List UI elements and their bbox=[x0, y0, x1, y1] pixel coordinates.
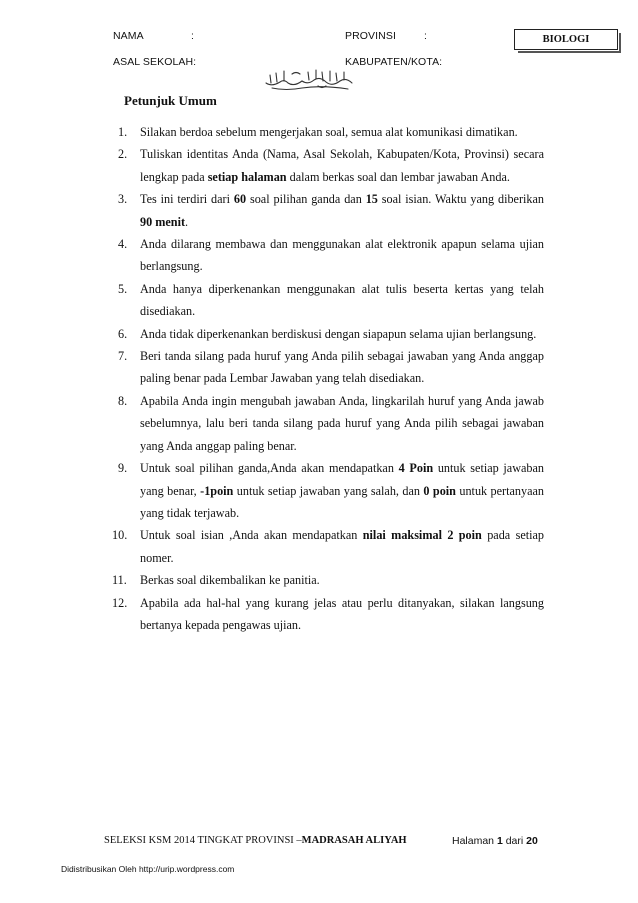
instruction-number: 1. bbox=[118, 125, 128, 139]
provinsi-colon: : bbox=[424, 30, 428, 42]
page-separator: dari bbox=[505, 835, 524, 847]
instruction-text: untuk pertanyaan yang tidak terjawab. bbox=[140, 483, 544, 520]
instruction-number: 12. bbox=[112, 595, 128, 610]
instruction-number: 5. bbox=[118, 281, 128, 296]
kabupaten-kota-label: KABUPATEN/KOTA: bbox=[345, 56, 443, 68]
instruction-emphasis: 4 Poin bbox=[398, 461, 434, 476]
asal-sekolah-label: ASAL SEKOLAH: bbox=[113, 56, 197, 68]
instruction-number: 11. bbox=[112, 573, 127, 588]
footer-exam-prefix: SELEKSI KSM 2014 TINGKAT PROVINSI – bbox=[104, 835, 302, 846]
instruction-item bbox=[104, 323, 544, 345]
instruction-emphasis: 90 menit bbox=[140, 214, 186, 229]
footer-exam-level: MADRASAH ALIYAH bbox=[301, 835, 407, 846]
instruction-item bbox=[104, 457, 544, 524]
instruction-text: untuk setiap jawaban yang benar, bbox=[140, 461, 545, 498]
instruction-item bbox=[104, 390, 544, 457]
provinsi-label: PROVINSI bbox=[345, 30, 396, 42]
instruction-text: Anda hanya diperkenankan menggunakan alat tulis beserta kertas yang telah disediakan. bbox=[140, 281, 544, 319]
instruction-text: Beri tanda silang pada huruf yang Anda pilih sebagai jawaban yang Anda anggap paling benar pada Lembar Jawaban yang telah disediakan. bbox=[140, 349, 544, 386]
instruction-number: 10. bbox=[112, 528, 128, 543]
page-current: 1 bbox=[496, 835, 503, 847]
instruction-emphasis: 0 poin bbox=[423, 483, 456, 498]
nama-label: NAMA bbox=[113, 30, 144, 42]
page-total: 20 bbox=[526, 835, 538, 847]
page-indicator bbox=[452, 835, 538, 847]
page-label: Halaman bbox=[452, 835, 495, 847]
instruction-item bbox=[104, 524, 544, 569]
subject-badge: BIOLOGI bbox=[514, 29, 618, 50]
instruction-text: Tes ini terdiri dari bbox=[140, 192, 234, 207]
nama-colon: : bbox=[191, 30, 195, 42]
instruction-emphasis: -1poin bbox=[200, 483, 234, 498]
instruction-text: soal pilihan ganda dan bbox=[246, 192, 366, 207]
instruction-list bbox=[104, 121, 544, 636]
instruction-item bbox=[104, 188, 544, 233]
instruction-emphasis: setiap halaman bbox=[207, 169, 287, 184]
instruction-emphasis: 60 bbox=[233, 192, 247, 207]
instruction-text: Silakan berdoa sebelum mengerjakan soal, semua alat komunikasi dimatikan. bbox=[140, 125, 518, 139]
instruction-text: soal isian. Waktu yang diberikan bbox=[377, 192, 545, 207]
instruction-number: 4. bbox=[118, 237, 128, 252]
instruction-text: Anda tidak diperkenankan berdiskusi dengan siapapun selama ujian berlangsung. bbox=[140, 326, 537, 341]
instruction-item bbox=[104, 233, 544, 278]
basmalah-calligraphy bbox=[262, 66, 356, 92]
instruction-text: . bbox=[185, 214, 189, 229]
instruction-number: 9. bbox=[118, 461, 128, 476]
instruction-text: Tuliskan identitas Anda (Nama, Asal Sekolah, Kabupaten/Kota, Provinsi) secara lengkap pada bbox=[140, 147, 544, 184]
instruction-item bbox=[104, 345, 544, 390]
instruction-text: Apabila ada hal-hal yang kurang jelas atau perlu ditanyakan, silakan langsung bertanya kepada pengawas ujian. bbox=[140, 595, 544, 632]
instruction-item bbox=[104, 592, 544, 637]
instruction-number: 6. bbox=[118, 326, 128, 341]
instruction-item bbox=[104, 143, 544, 188]
instruction-text: Apabila Anda ingin mengubah jawaban Anda, lingkarilah huruf yang Anda jawab sebelumnya, lalu beri tanda silang pada huruf yang Anda pilih sebagai jawaban yang Anda anggap paling benar. bbox=[140, 393, 544, 453]
instruction-text: Anda dilarang membawa dan menggunakan alat elektronik apapun selama ujian berlangsung. bbox=[140, 237, 544, 274]
distribution-credit: Didistribusikan Oleh http://urip.wordpress.com bbox=[61, 864, 235, 874]
instruction-text: dalam berkas soal dan lembar jawaban Anda. bbox=[286, 169, 510, 184]
instruction-number: 8. bbox=[118, 393, 128, 408]
instruction-text: pada setiap nomer. bbox=[140, 528, 545, 565]
instruction-number: 3. bbox=[118, 192, 128, 207]
footer-exam-title bbox=[104, 835, 407, 846]
instruction-emphasis: 15 bbox=[365, 192, 378, 207]
section-title: Petunjuk Umum bbox=[124, 93, 217, 108]
instruction-text: Untuk soal pilihan ganda,Anda akan mendapatkan bbox=[140, 461, 399, 476]
instruction-item bbox=[104, 569, 544, 591]
instruction-item bbox=[104, 121, 544, 143]
instruction-text: untuk setiap jawaban yang salah, dan bbox=[233, 483, 424, 498]
instruction-emphasis: nilai maksimal 2 poin bbox=[362, 528, 482, 543]
instruction-text: Untuk soal isian ,Anda akan mendapatkan bbox=[140, 528, 363, 543]
instruction-number: 2. bbox=[118, 147, 128, 162]
instruction-item bbox=[104, 278, 544, 323]
instruction-number: 7. bbox=[118, 349, 128, 364]
instruction-text: Berkas soal dikembalikan ke panitia. bbox=[140, 573, 320, 588]
